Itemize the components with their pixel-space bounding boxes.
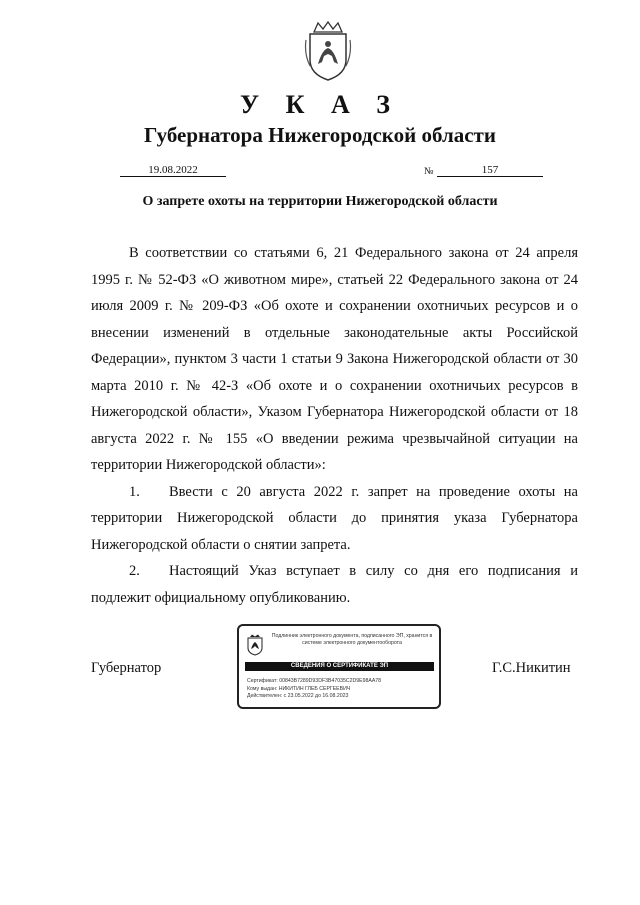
stamp-title: СВЕДЕНИЯ О СЕРТИФИКАТЕ ЭП bbox=[245, 662, 434, 671]
preamble: В соответствии со статьями 6, 21 Федерального закона от 24 апреля 1995 г. № 52-ФЗ «О животном мире», статьей 22 Федерального закона от 24 июля 2009 г. № 209-ФЗ «Об охоте и сохранении охотничьих ресурсов и о внесении изменений в отдельные законодательные акты Российской Федерации», пунктом 3 части 1 статьи 9 Закона Нижегородской области от 30 марта 2010 г. № 42-З «Об охоте и о сохранении охотничьих ресурсов в Нижегородской области», Указом Губернатора Нижегородской области от 18 августа 2022 г. № 155 «О введении режима чрезвычайной ситуации на территории Нижегородской области»: bbox=[91, 245, 578, 473]
owner-line: Кому выдан: НИКИТИН ГЛЕБ СЕРГЕЕВИЧ bbox=[247, 685, 351, 692]
list-item bbox=[91, 558, 578, 611]
signer-position: Губернатор bbox=[91, 660, 162, 676]
stamp-details bbox=[247, 678, 437, 701]
item-text: Ввести с 20 августа 2022 г. запрет на проведение охоты на территории Нижегородской области до принятия указа Губернатора Нижегородской области о снятии запрета. bbox=[91, 483, 578, 553]
document-body bbox=[91, 240, 578, 611]
emblem-icon bbox=[247, 634, 263, 656]
list-item bbox=[91, 479, 578, 559]
document-number: 157 bbox=[437, 164, 543, 177]
item-number: 1. bbox=[129, 483, 140, 500]
signer-name: Г.С.Никитин bbox=[492, 660, 571, 676]
electronic-signature-stamp bbox=[237, 624, 441, 709]
item-text: Настоящий Указ вступает в силу со дня его подписания и подлежит официальному опубликованию. bbox=[91, 563, 578, 606]
document-subject: О запрете охоты на территории Нижегородской области bbox=[142, 194, 498, 209]
coat-of-arms-icon bbox=[304, 20, 352, 82]
certificate-line: Сертификат: 00843B7289D93DF3B47035C2D9E98AA78 bbox=[247, 678, 382, 684]
issuer-title: Губернатора Нижегородской области bbox=[144, 123, 496, 147]
document-type: У К А З bbox=[240, 90, 400, 119]
document-date: 19.08.2022 bbox=[120, 164, 226, 177]
item-number: 2. bbox=[129, 563, 140, 579]
stamp-header: Подлинник электронного документа, подписанного ЭП, хранится в системе электронного документооборота bbox=[271, 633, 433, 646]
validity-line: Действителен: с 23.05.2022 до 16.08.2023 bbox=[247, 693, 349, 699]
number-sign: № bbox=[424, 166, 434, 177]
